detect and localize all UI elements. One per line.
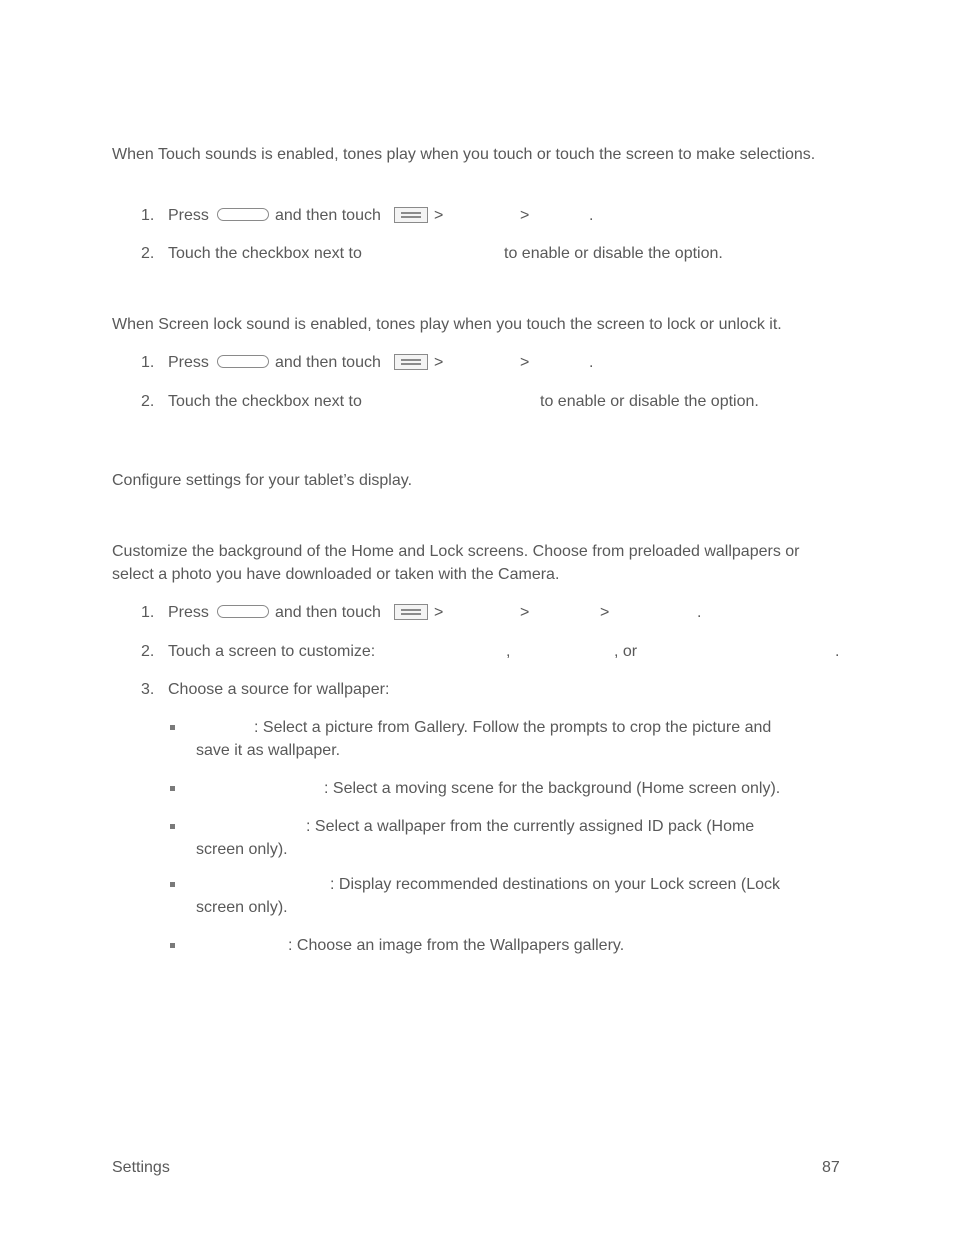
separator: > — [520, 354, 530, 371]
home-key-icon — [217, 208, 269, 221]
separator: > — [520, 207, 530, 224]
option-wallpapers: : Choose an image from the Wallpapers gallery. — [288, 937, 625, 954]
period: . — [589, 354, 594, 371]
step-text: Choose a source for wallpaper: — [168, 681, 390, 698]
screen-lock-sound-intro: When Screen lock sound is enabled, tones play when you touch the screen to lock or unlock it. — [112, 316, 782, 333]
press-text: Press — [168, 604, 209, 621]
step-text: Touch the checkbox next to — [168, 245, 362, 262]
home-key-icon — [217, 605, 269, 618]
menu-key-icon — [394, 207, 428, 223]
footer-section: Settings — [112, 1159, 170, 1176]
step-number: 3. — [141, 681, 155, 698]
step-number: 2. — [141, 643, 155, 660]
separator: > — [434, 207, 444, 224]
press-text: Press — [168, 207, 209, 224]
bullet-icon — [170, 786, 175, 791]
period: . — [697, 604, 702, 621]
bullet-icon — [170, 882, 175, 887]
period: . — [589, 207, 594, 224]
bullet-icon — [170, 725, 175, 730]
then-touch-text: and then touch — [275, 354, 381, 371]
option-id-wallpapers-line: : Select a wallpaper from the currently assigned ID pack (Home — [306, 818, 755, 835]
step-number: 1. — [141, 207, 155, 224]
step-number: 2. — [141, 393, 155, 410]
home-key-icon — [217, 355, 269, 368]
step-text: to enable or disable the option. — [540, 393, 759, 410]
then-touch-text: and then touch — [275, 604, 381, 621]
touch-sounds-intro: When Touch sounds is enabled, tones play when you touch or touch the screen to make selections. — [112, 146, 816, 163]
bullet-icon — [170, 943, 175, 948]
option-travel-wallpaper-line: : Display recommended destinations on your Lock screen (Lock — [330, 876, 780, 893]
step-text: Touch a screen to customize: — [168, 643, 376, 660]
option-id-wallpapers-line: screen only). — [196, 841, 288, 858]
separator: > — [520, 604, 530, 621]
option-gallery-line: save it as wallpaper. — [196, 742, 341, 759]
period: . — [835, 643, 840, 660]
display-intro: Configure settings for your tablet’s display. — [112, 472, 413, 489]
comma: , — [506, 643, 511, 660]
wallpaper-intro: Customize the background of the Home and Lock screens. Choose from preloaded wallpapers or select a photo you have downloaded or taken with the Camera. — [112, 543, 800, 583]
separator: > — [434, 354, 444, 371]
bullet-icon — [170, 824, 175, 829]
step-number: 2. — [141, 245, 155, 262]
option-travel-wallpaper-line: screen only). — [196, 899, 288, 916]
menu-key-icon — [394, 354, 428, 370]
menu-key-icon — [394, 604, 428, 620]
step-text: to enable or disable the option. — [504, 245, 723, 262]
step-text: Touch the checkbox next to — [168, 393, 362, 410]
page-number: 87 — [822, 1159, 840, 1176]
press-text: Press — [168, 354, 209, 371]
step-number: 1. — [141, 354, 155, 371]
separator: > — [434, 604, 444, 621]
option-live-wallpapers: : Select a moving scene for the background (Home screen only). — [324, 780, 781, 797]
option-gallery-line: : Select a picture from Gallery. Follow the prompts to crop the picture and — [254, 719, 772, 736]
or-text: , or — [614, 643, 638, 660]
separator: > — [600, 604, 610, 621]
step-number: 1. — [141, 604, 155, 621]
then-touch-text: and then touch — [275, 207, 381, 224]
